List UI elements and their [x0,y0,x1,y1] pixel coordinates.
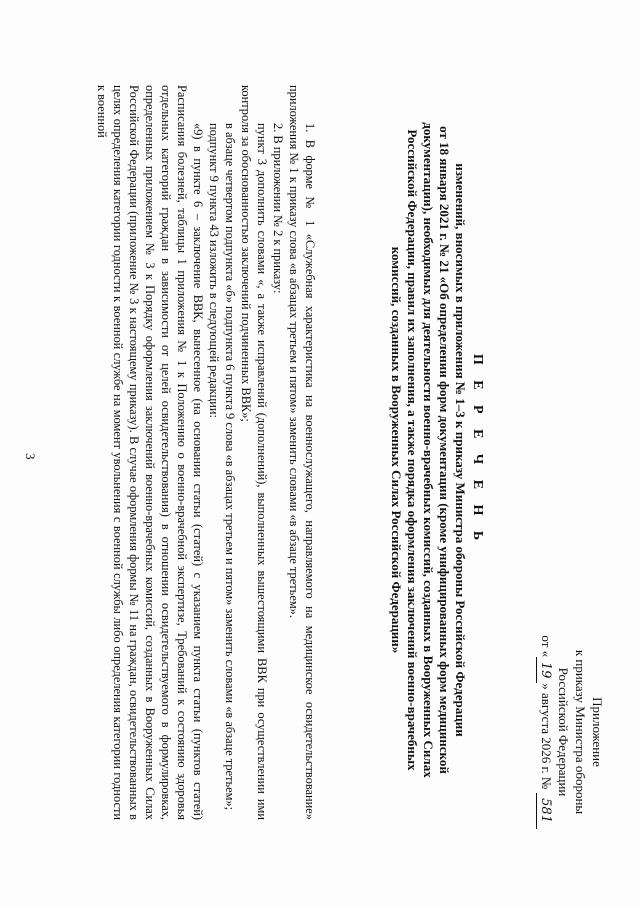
date-suffix: » августа 2026 г. № [539,683,554,790]
header-line-2: от 18 января 2021 г. № 21 «Об определении форм документации (кроме унифицированных форм медицинской [437,126,452,774]
header-line-4: Российской Федерации, правил их заполнения, а также порядка оформления заключений военно-врачебных [405,129,420,771]
date-prefix: от « [539,635,554,658]
document-header [388,100,485,800]
page-number: 3 [23,453,38,460]
document-title: П Е Р Е Ч Е Н Ь [470,353,485,547]
document-body [94,85,318,820]
approval-line-1: Приложение [590,697,605,767]
paragraph-6: «9) в пункте 6 – заключение ВВК, вынесенное (на основании статьи (статей) с указанием пункта статьи (пунктов статей) Расписания болезней, таблицы 1 приложения № 1 к Положению о военно-врачебной экспертизе, Требований к состоянию здоровья отдельных категорий граждан в зависимости от целей освидетельствования) в отношении освидетельствуемого в формулировках, определенных приложением № 3 к Порядку оформления заключений военно-врачебных комиссий, созданных в Вооруженных Силах Российской Федерации (приложение № 3 к настоящему приказу). В случае оформления формы № 11 на граждан, освидетельствованных в целях определения категории годности к военной службе на момент увольнения с военной службы либо определения категории годности к военной [95,85,205,820]
paragraph-3: пункт 3 дополнить словами «, а также исправлений (дополнений), выполненных вышестоящими ВВК при осуществлении ими контроля за обоснованностью заключений подчиненных ВВК»; [239,85,269,820]
header-line-3: документации), необходимых для деятельности военно-врачебных комиссий, созданных в Вооруженных Силах [421,122,436,778]
approval-line-3: Российской Федерации [556,667,571,797]
approval-block [536,627,606,837]
paragraph-1: 1. В форме № 1 «Служебная характеристика на военнослужащего, направляемого на медицинское освидетельствование» приложения № 1 к приказу слова «в абзацах третьем и пятом» заменить словами «в абзаце третьем». [287,85,317,820]
approval-line-2: к приказу Министра обороны [573,649,588,815]
paragraph-4: в абзаце четвертом подпункта «б» подпункта 6 пункта 9 слова «в абзацах третьем и пятом» заменить словами «в абзаце третьем»; [223,123,237,811]
handwritten-order-number: 581 [536,793,554,829]
paragraph-5: подпункт 9 пункта 43 изложить в следующей редакции: [207,123,221,418]
header-line-5: комиссий, созданных в Вооруженных Силах Российской Федерации» [389,246,404,654]
approval-date-line [536,627,555,837]
header-line-1: изменений, вносимых в приложения № 1–3 к приказу Министра обороны Российской Федерации [453,163,468,737]
paragraph-2: 2. В приложении № 2 к приказу: [271,123,285,294]
handwritten-day: 19 [536,657,554,683]
